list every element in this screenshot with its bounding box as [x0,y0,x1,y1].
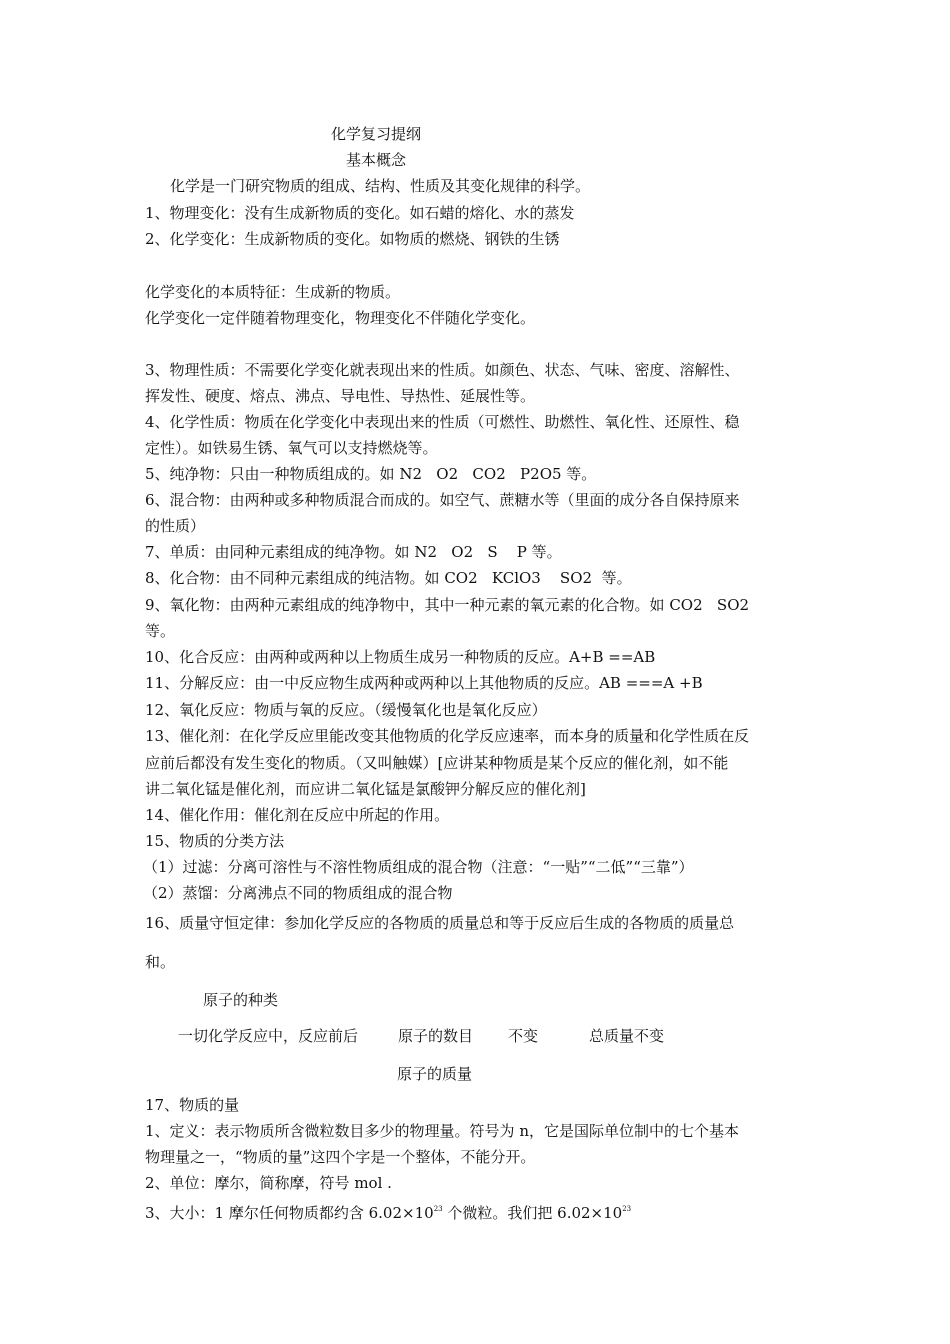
note-1: 化学变化的本质特征：生成新的物质。 [145,283,401,301]
line-6a: 6、混合物：由两种或多种物质混合而成的。如空气、蔗糖水等（里面的成分各自保持原来 [145,491,740,509]
line-13c: 讲二氧化锰是催化剂，而应讲二氧化锰是氯酸钾分解反应的催化剂] [145,780,586,798]
section-heading: 基本概念 [346,151,407,169]
exponent: 23 [622,1205,632,1213]
line-13a: 13、催化剂：在化学反应里能改变其他物质的化学反应速率，而本身的质量和化学性质在反 [145,727,750,745]
line-9b: 等。 [145,622,176,640]
line-4b: 定性）。如铁易生锈、氧气可以支持燃烧等。 [145,439,438,457]
line-2: 2、化学变化：生成新物质的变化。如物质的燃烧、钢铁的生锈 [145,230,560,248]
line-3a: 3、物理性质：不需要化学变化就表现出来的性质。如颜色、状态、气味、密度、溶解性、 [145,361,740,379]
mole-3 [145,1199,631,1223]
mole-3-text-b: 个微粒。我们把 6.02×10 [442,1204,623,1222]
mole-1a: 1、定义：表示物质所含微粒数目多少的物理量。符号为 n，它是国际单位制中的七个基本 [145,1122,739,1140]
line-16a: 16、质量守恒定律：参加化学反应的各物质的质量总和等于反应后生成的各物质的质量总 [145,914,735,932]
exponent: 23 [433,1205,443,1213]
line-15-2: （2）蒸馏：分离沸点不同的物质组成的混合物 [143,884,453,902]
line-16b: 和。 [145,953,176,971]
line-14: 14、催化作用：催化剂在反应中所起的作用。 [145,806,450,824]
line-7: 7、单质：由同种元素组成的纯净物。如 N2 O2 S P 等。 [145,543,562,561]
note-2: 化学变化一定伴随着物理变化，物理变化不伴随化学变化。 [145,309,536,327]
diagram-unchanged: 不变 [508,1027,539,1045]
diagram-total-mass: 总质量不变 [589,1027,665,1045]
line-10: 10、化合反应：由两种或两种以上物质生成另一种物质的反应。A+B ==AB [145,648,656,666]
line-1: 1、物理变化：没有生成新物质的变化。如石蜡的熔化、水的蒸发 [145,204,575,222]
line-15-1: （1）过滤：分离可溶性与不溶性物质组成的混合物（注意：“一贴”“二低”“三靠”） [143,858,694,876]
page-title: 化学复习提纲 [331,125,422,143]
line-9a: 9、氧化物：由两种元素组成的纯净物中，其中一种元素的氧元素的化合物。如 CO2 SO2 [145,596,750,614]
mole-2: 2、单位：摩尔，简称摩，符号 mol . [145,1174,392,1192]
line-3b: 挥发性、硬度、熔点、沸点、导电性、导热性、延展性等。 [145,387,536,405]
line-11: 11、分解反应：由一中反应物生成两种或两种以上其他物质的反应。AB ===A +B [145,674,703,692]
intro-line: 化学是一门研究物质的组成、结构、性质及其变化规律的科学。 [170,177,591,195]
diagram-prefix: 一切化学反应中，反应前后 [178,1027,359,1045]
line-4a: 4、化学性质：物质在化学变化中表现出来的性质（可燃性、助燃性、氧化性、还原性、稳 [145,413,740,431]
line-5: 5、纯净物：只由一种物质组成的。如 N2 O2 CO2 P2O5 等。 [145,465,597,483]
mole-3-text-a: 3、大小：1 摩尔任何物质都约含 6.02×10 [145,1204,434,1222]
line-15: 15、物质的分类方法 [145,832,285,850]
mole-1b: 物理量之一，“物质的量”这四个字是一个整体，不能分开。 [145,1148,536,1166]
line-17: 17、物质的量 [145,1096,240,1114]
diagram-atom-kinds: 原子的种类 [203,991,279,1009]
line-8: 8、化合物：由不同种元素组成的纯洁物。如 CO2 KClO3 SO2 等。 [145,569,632,587]
line-13b: 应前后都没有发生变化的物质。（又叫触媒）[应讲某种物质是某个反应的催化剂，如不能 [145,754,729,772]
diagram-atom-mass: 原子的质量 [397,1065,473,1083]
line-6b: 的性质） [145,517,206,535]
line-12: 12、氧化反应：物质与氧的反应。（缓慢氧化也是氧化反应） [145,701,547,719]
diagram-atom-count: 原子的数目 [398,1027,474,1045]
